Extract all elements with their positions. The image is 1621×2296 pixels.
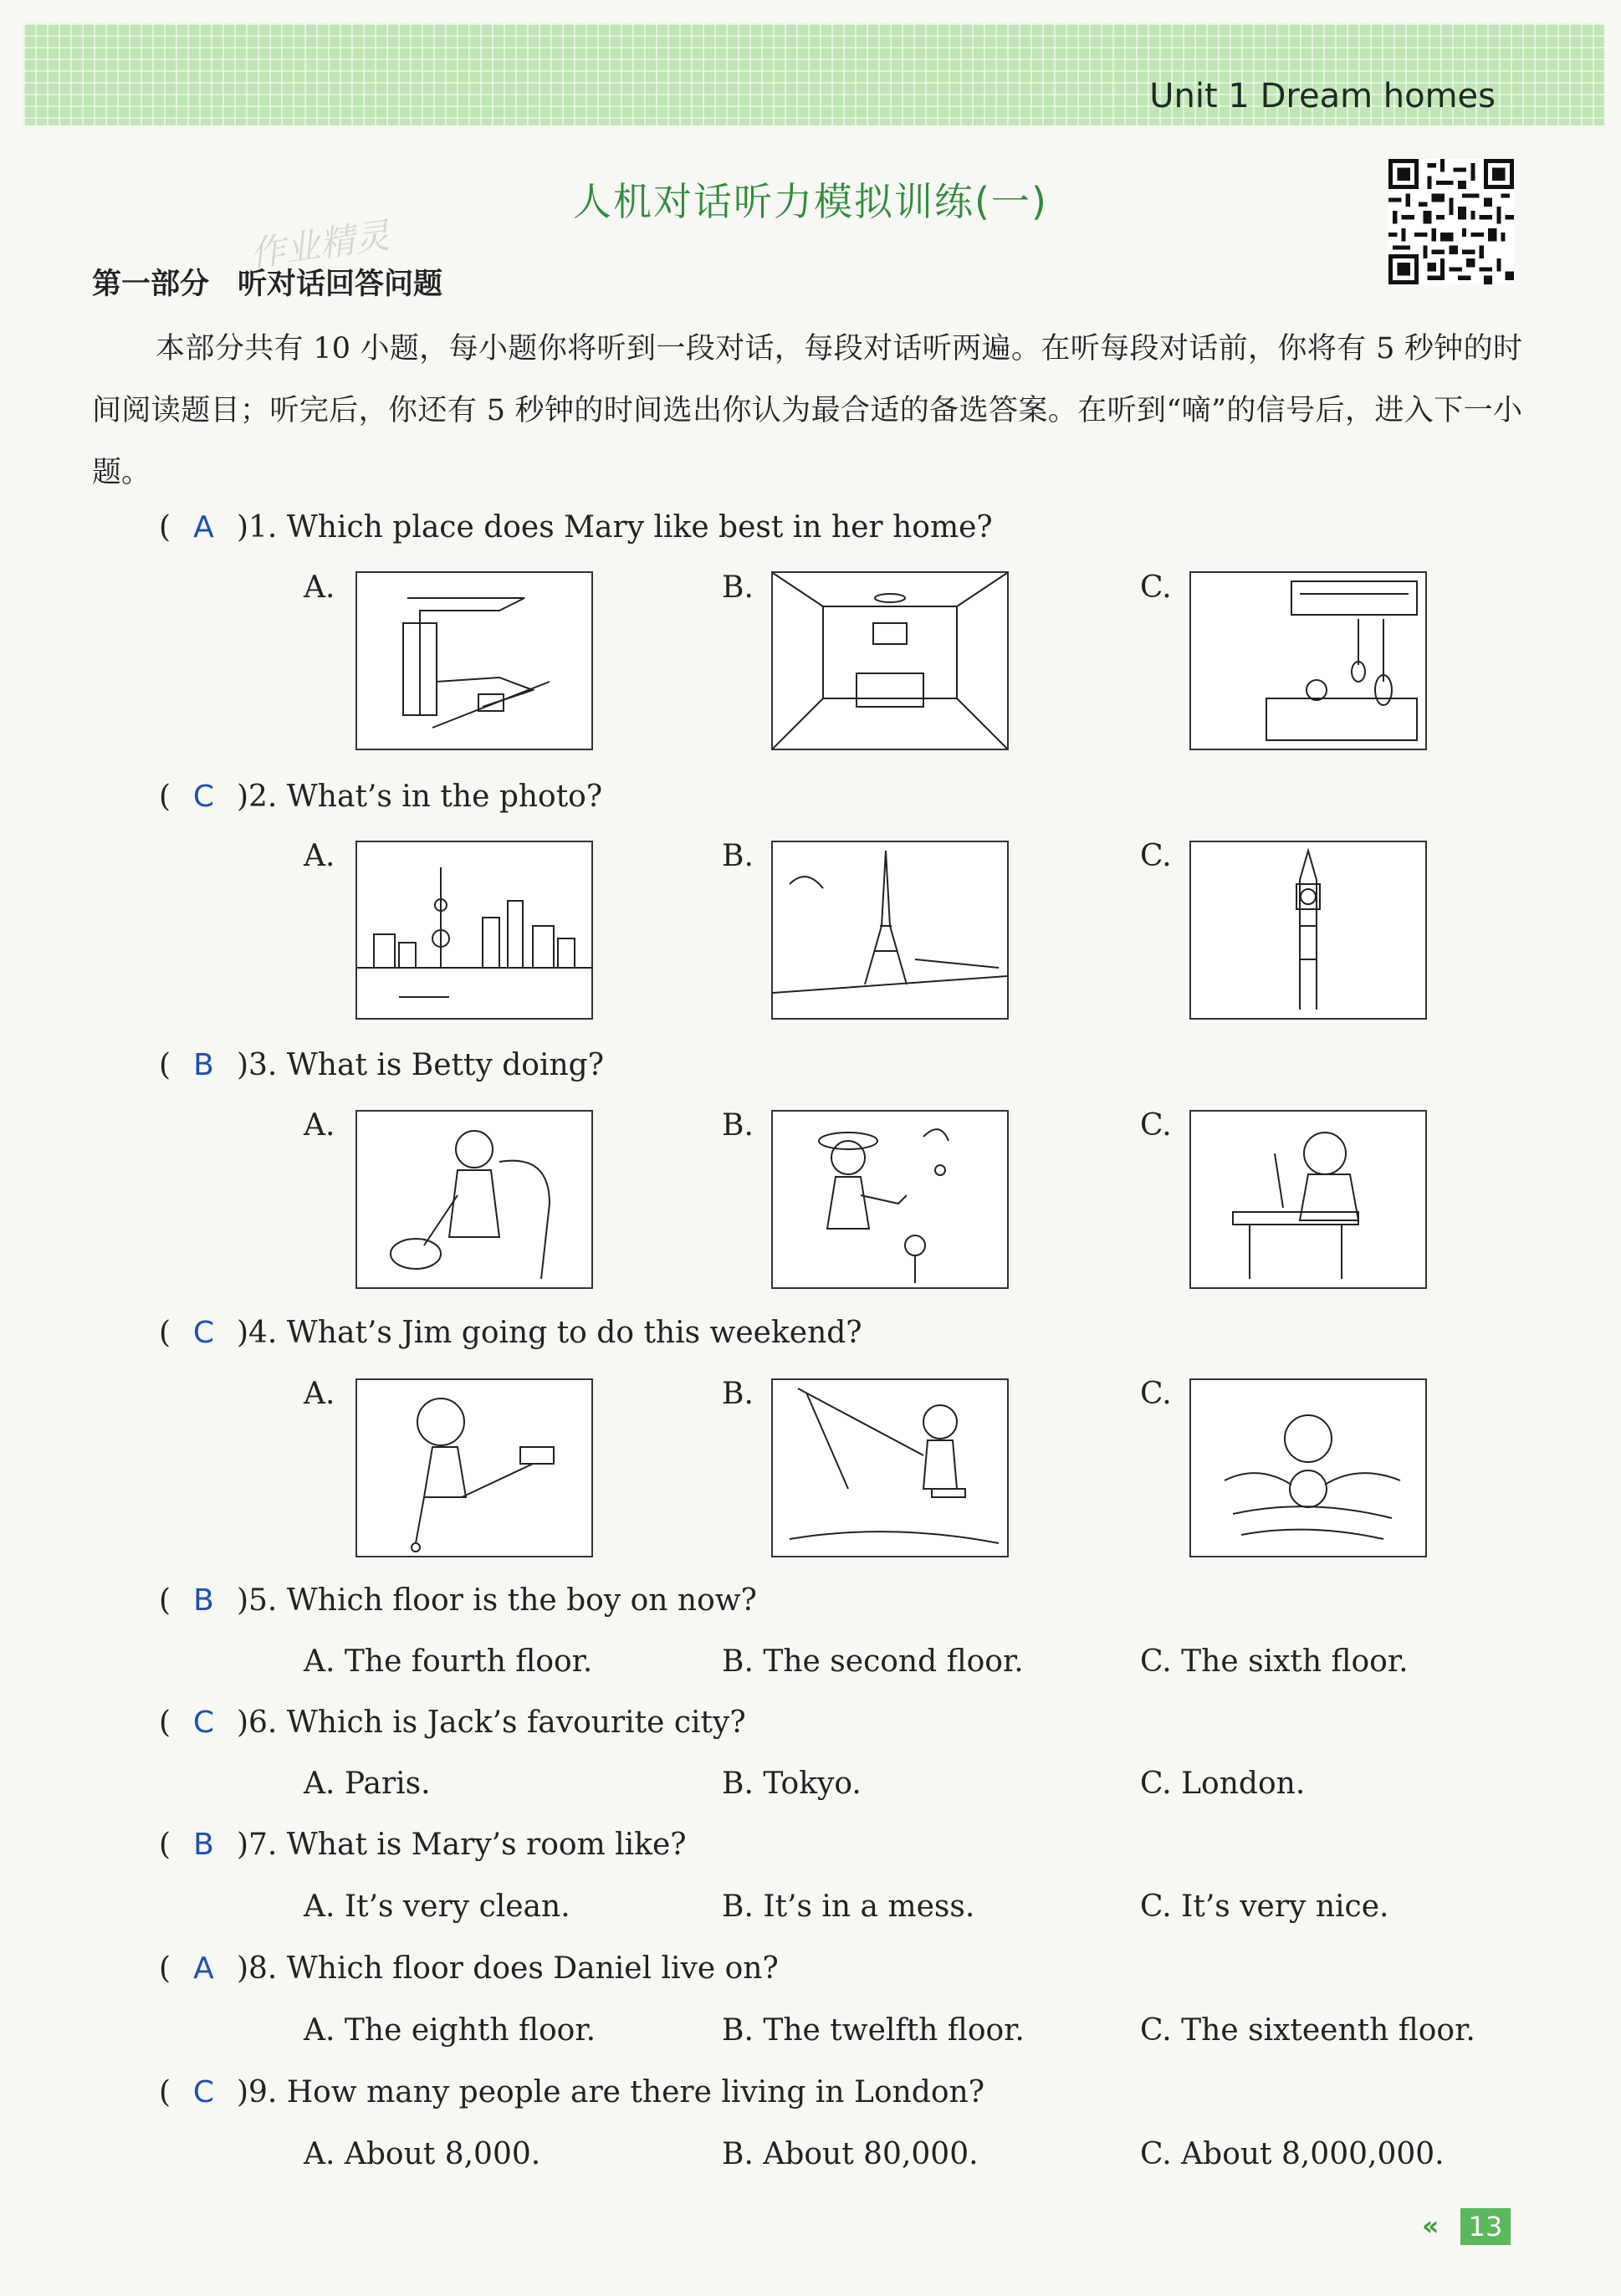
page-number: [1422, 2208, 1514, 2245]
question-3: ( B )3. What is Betty doing?: [159, 1048, 605, 1082]
option-label-c: C.: [1140, 1108, 1172, 1143]
shanghai-skyline-image[interactable]: [355, 841, 593, 1020]
option-label-a: A.: [304, 570, 335, 605]
question-8: ( A )8. Which floor does Daniel live on?: [159, 1951, 779, 1986]
option-label-b: B.: [722, 570, 754, 605]
bathroom-image[interactable]: [355, 571, 593, 750]
section-number: 第一部分: [92, 268, 210, 301]
option-c[interactable]: C. London.: [1140, 1767, 1306, 1801]
option-a[interactable]: A. The fourth floor.: [304, 1644, 593, 1679]
answer: C: [192, 1705, 215, 1740]
question-7: ( B )7. What is Mary’s room like?: [159, 1828, 687, 1862]
option-c[interactable]: C. About 8,000,000.: [1140, 2137, 1445, 2171]
option-a[interactable]: A. The eighth floor.: [304, 2013, 596, 2048]
question-6: ( C )6. Which is Jack’s favourite city?: [159, 1705, 746, 1740]
option-label-a: A.: [304, 1108, 335, 1143]
question-text: 7. What is Mary’s room like?: [248, 1828, 687, 1862]
question-text: 2. What’s in the photo?: [248, 780, 603, 814]
option-b[interactable]: B. The twelfth floor.: [722, 2013, 1025, 2048]
option-a[interactable]: A. Paris.: [304, 1767, 431, 1801]
question-9: ( C )9. How many people are there living in London?: [159, 2075, 985, 2109]
option-label-c: C.: [1140, 570, 1172, 605]
answer: B: [193, 1048, 214, 1082]
boy-fishing-image[interactable]: [771, 1378, 1009, 1557]
question-text: 1. Which place does Mary like best in her home?: [248, 510, 993, 545]
option-label-a: A.: [304, 1377, 335, 1411]
double-chevron-left-icon: ‹‹: [1422, 2210, 1434, 2242]
option-c[interactable]: C. The sixteenth floor.: [1140, 2013, 1475, 2048]
question-2: ( C )2. What’s in the photo?: [159, 780, 603, 814]
question-1: ( A )1. Which place does Mary like best in her home?: [159, 510, 993, 545]
page-number-value: 13: [1460, 2208, 1511, 2245]
instructions: 本部分共有 10 小题，每小题你将听到一段对话，每段对话听两遍。在听每段对话前，你将有 5 秒钟的时间阅读题目；听完后，你还有 5 秒钟的时间选出你认为最合适的备选答案。在听到“嘀”的信号后，进入下一小题。: [92, 332, 1522, 489]
question-text: 8. Which floor does Daniel live on?: [248, 1951, 779, 1986]
question-text: 5. Which floor is the boy on now?: [248, 1583, 757, 1618]
eiffel-tower-image[interactable]: [771, 841, 1009, 1020]
boy-swimming-image[interactable]: [1189, 1378, 1427, 1557]
question-text: 9. How many people are there living in London?: [248, 2075, 985, 2109]
option-c[interactable]: C. The sixth floor.: [1140, 1644, 1409, 1679]
answer: B: [193, 1828, 214, 1862]
option-label-b: B.: [722, 1377, 754, 1411]
answer: A: [193, 510, 214, 545]
answer: C: [192, 2075, 215, 2109]
option-label-b: B.: [722, 839, 754, 873]
option-b[interactable]: B. About 80,000.: [722, 2137, 979, 2171]
question-text: 3. What is Betty doing?: [248, 1048, 605, 1082]
option-label-c: C.: [1140, 1377, 1172, 1411]
kitchen-image[interactable]: [1189, 571, 1427, 750]
page-title: 人机对话听力模拟训练(一): [573, 179, 1048, 224]
bedroom-image[interactable]: [771, 571, 1009, 750]
boy-skating-image[interactable]: [355, 1378, 593, 1557]
question-5: ( B )5. Which floor is the boy on now?: [159, 1583, 757, 1618]
watermark: 作业精灵: [247, 214, 392, 275]
option-a[interactable]: A. About 8,000.: [304, 2137, 541, 2171]
section-name: 听对话回答问题: [238, 268, 443, 301]
question-text: 6. Which is Jack’s favourite city?: [248, 1705, 746, 1740]
option-label-b: B.: [722, 1108, 754, 1143]
option-b[interactable]: B. The second floor.: [722, 1644, 1024, 1679]
answer: A: [193, 1951, 214, 1986]
option-a[interactable]: A. It’s very clean.: [304, 1889, 570, 1924]
question-4: ( C )4. What’s Jim going to do this weekend?: [159, 1316, 862, 1350]
section-heading: [92, 261, 442, 303]
girl-watering-flowers-image[interactable]: [771, 1110, 1009, 1289]
option-label-c: C.: [1140, 839, 1172, 873]
unit-title: Unit 1 Dream homes: [1149, 77, 1496, 115]
girl-writing-image[interactable]: [1189, 1110, 1427, 1289]
girl-cleaning-image[interactable]: [355, 1110, 593, 1289]
big-ben-image[interactable]: [1189, 841, 1427, 1020]
qr-code[interactable]: [1388, 159, 1514, 284]
option-b[interactable]: B. Tokyo.: [722, 1767, 862, 1801]
option-label-a: A.: [304, 839, 335, 873]
answer: C: [192, 780, 215, 814]
option-b[interactable]: B. It’s in a mess.: [722, 1889, 975, 1924]
answer: B: [193, 1583, 214, 1618]
question-text: 4. What’s Jim going to do this weekend?: [248, 1316, 862, 1350]
answer: C: [192, 1316, 215, 1350]
option-c[interactable]: C. It’s very nice.: [1140, 1889, 1389, 1924]
